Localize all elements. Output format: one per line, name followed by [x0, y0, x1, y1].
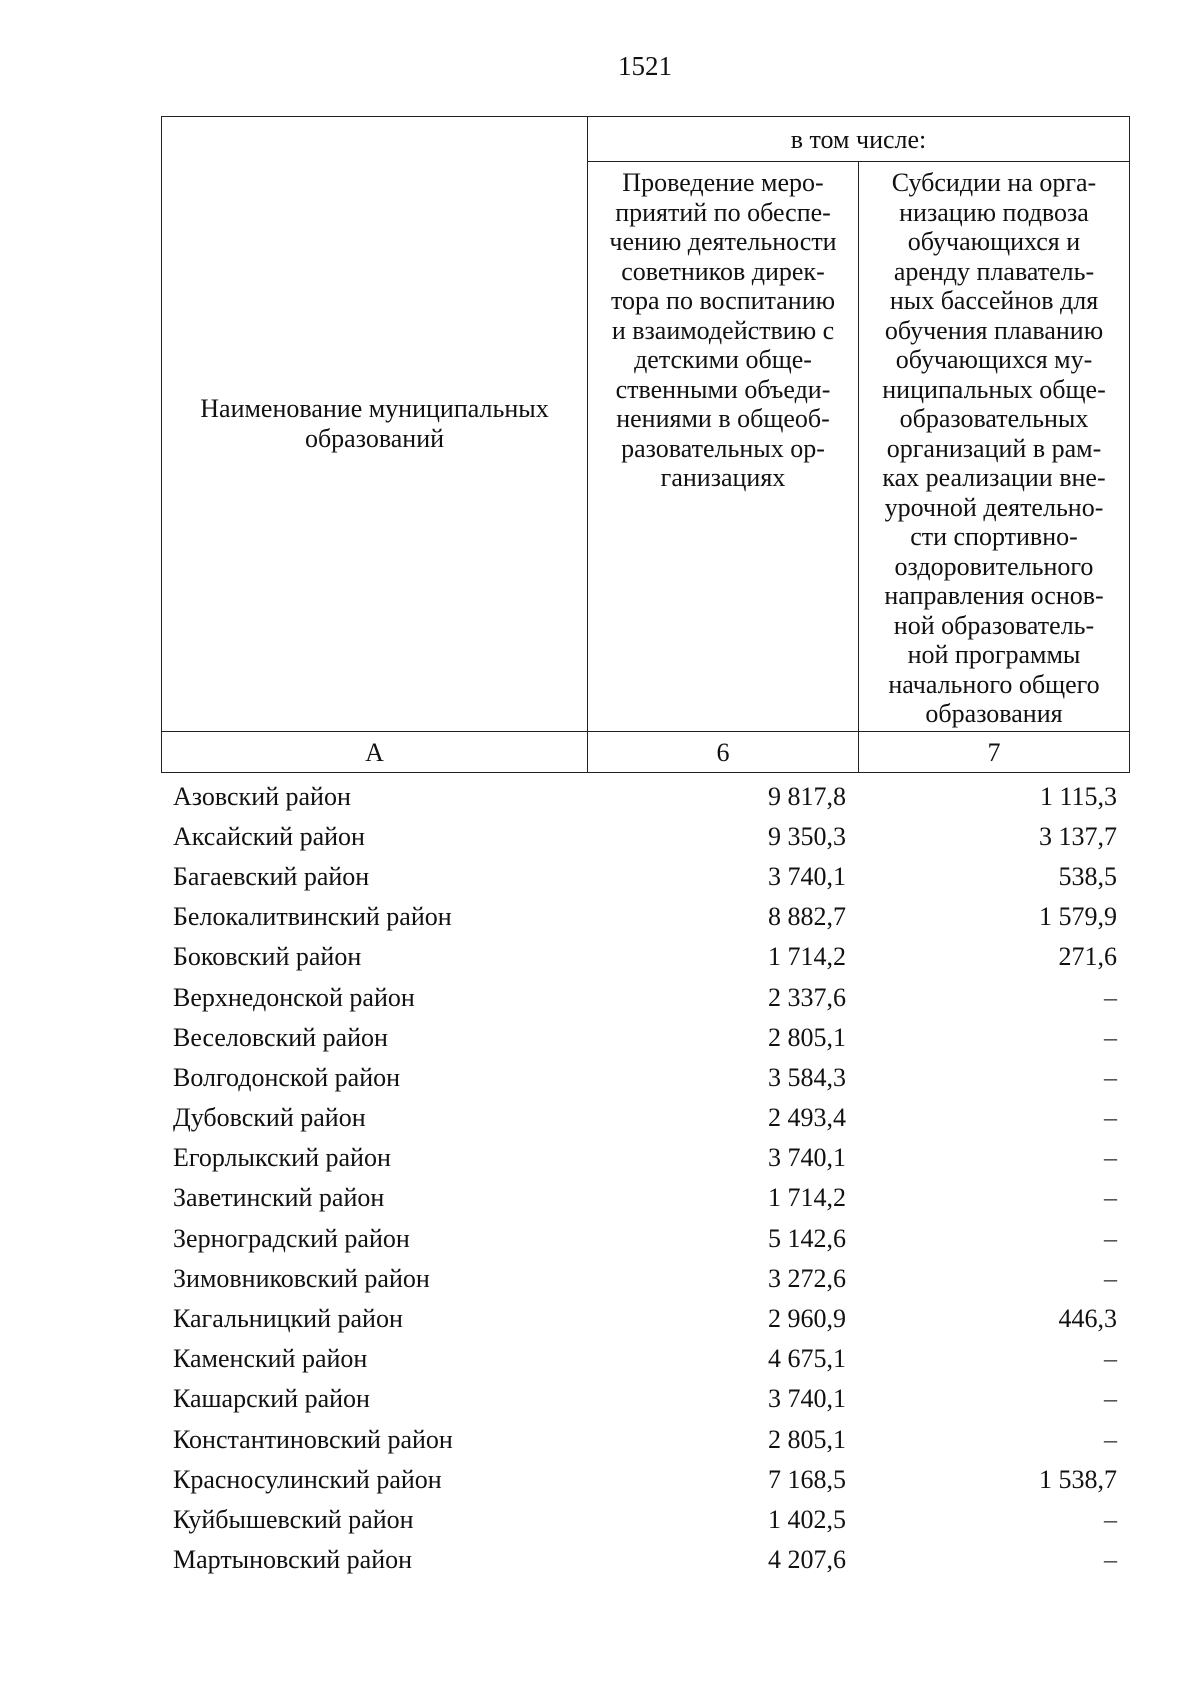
value-col6: 1 714,2: [768, 942, 846, 972]
value-col6: 4 675,1: [768, 1344, 846, 1374]
header-col7-line: обучающихся му-: [895, 345, 1093, 374]
header-col7-line: обучающихся и: [907, 227, 1081, 256]
table-row: [161, 857, 1129, 897]
municipality-name: Аксайский район: [173, 821, 365, 851]
municipality-name: Каменский район: [173, 1344, 368, 1374]
header-col7-line: образования: [925, 699, 1063, 728]
header-including: в том числе:: [588, 117, 1130, 162]
header-col7-line: направления основ-: [884, 581, 1104, 610]
header-col6-line: и взаимодействию с: [611, 315, 835, 345]
municipality-name: Константиновский район: [173, 1424, 453, 1454]
table-row: [161, 1339, 1129, 1379]
value-col6: 4 207,6: [768, 1545, 846, 1575]
value-col7: 446,3: [1058, 1304, 1117, 1334]
column-letter-a: А: [162, 731, 588, 772]
value-col6: 2 805,1: [768, 1424, 846, 1454]
value-col7: 1 579,9: [1039, 902, 1117, 932]
value-col7: –: [1104, 1344, 1117, 1374]
municipality-name: Куйбышевский район: [173, 1504, 414, 1534]
municipality-name: Зерноградский район: [173, 1223, 410, 1253]
municipality-name: Белокалитвинский район: [173, 902, 452, 932]
municipality-name: Кагальницкий район: [173, 1304, 403, 1334]
value-col7: –: [1104, 1424, 1117, 1454]
table-row: [161, 1540, 1129, 1580]
page-number: 1521: [618, 51, 672, 81]
value-col7: 3 137,7: [1039, 821, 1117, 851]
municipality-name: Кашарский район: [173, 1384, 370, 1414]
header-col7-line: ной образователь-: [893, 610, 1095, 640]
header-col7-line: низацию подвоза: [899, 197, 1089, 227]
table-row: [161, 1138, 1129, 1178]
table-row: [161, 897, 1129, 937]
value-col7: –: [1104, 1504, 1117, 1534]
value-col6: 9 817,8: [768, 781, 846, 811]
header-col7-line: организаций в рам-: [886, 433, 1102, 463]
header-col7-line: обучения плаванию: [884, 315, 1104, 345]
value-col7: 271,6: [1058, 942, 1117, 972]
value-col6: 1 402,5: [768, 1504, 846, 1534]
municipality-name: Егорлыкский район: [173, 1143, 391, 1173]
header-col7-line: начального общего: [888, 669, 1100, 699]
header-col6: [588, 162, 859, 732]
municipality-name: Азовский район: [173, 781, 351, 811]
header-col7: [859, 162, 1130, 732]
municipality-name: Багаевский район: [173, 861, 370, 891]
value-col7: –: [1104, 1022, 1117, 1052]
value-col7: 1 115,3: [1039, 781, 1117, 811]
value-col7: –: [1104, 1263, 1117, 1293]
header-col6-line: чению деятельности: [609, 227, 837, 256]
column-number-7: 7: [859, 731, 1130, 772]
value-col6: 5 142,6: [768, 1223, 846, 1253]
header-col6-line: разовательных ор-: [621, 433, 825, 463]
value-col7: –: [1104, 1103, 1117, 1133]
municipality-name: Веселовский район: [173, 1022, 388, 1052]
header-municipality-name: [162, 117, 588, 732]
header-col6-line: ственными объеди-: [615, 374, 831, 404]
header-col7-line: образовательных: [899, 404, 1089, 433]
municipality-name: Красносулинский район: [173, 1464, 442, 1494]
header-col7-line: ных бассейнов для: [889, 286, 1099, 315]
value-col6: 3 740,1: [768, 1384, 846, 1414]
header-col6-line: ганизациях: [660, 463, 786, 492]
column-number-6: 6: [588, 731, 859, 772]
header-name-line: Наименование муниципальных: [200, 394, 549, 424]
header-col7-line: аренду плаватель-: [893, 256, 1095, 286]
value-col7: 538,5: [1058, 861, 1117, 891]
municipality-name: Волгодонской район: [173, 1062, 401, 1092]
value-col6: 7 168,5: [768, 1464, 846, 1494]
value-col6: 8 882,7: [768, 902, 846, 932]
header-col7-line: сти спортивно-: [910, 522, 1078, 551]
table-header: [161, 116, 1130, 773]
table-row: [161, 1178, 1129, 1218]
municipality-name: Заветинский район: [173, 1183, 385, 1213]
value-col7: –: [1104, 982, 1117, 1012]
value-col6: 2 805,1: [768, 1022, 846, 1052]
header-col6-line: тора по воспитанию: [610, 286, 836, 315]
header-col7-line: ниципальных обще-: [882, 374, 1106, 404]
header-col6-line: советников дирек-: [621, 256, 825, 286]
value-col7: –: [1104, 1545, 1117, 1575]
table-row: [161, 1259, 1129, 1299]
value-col6: 3 740,1: [768, 861, 846, 891]
value-col6: 9 350,3: [768, 821, 846, 851]
header-col7-line: ной программы: [907, 640, 1081, 669]
value-col6: 2 493,4: [768, 1103, 846, 1133]
header-col7-line: Субсидии на орга-: [891, 168, 1097, 197]
table-row: [161, 1058, 1129, 1098]
header-col6-line: детскими обще-: [634, 345, 812, 374]
header-col6-line: нениями в общеоб-: [616, 404, 830, 433]
value-col6: 3 740,1: [768, 1143, 846, 1173]
municipality-name: Боковский район: [173, 942, 362, 972]
table-row: [161, 1500, 1129, 1540]
table-row: [161, 1460, 1129, 1500]
value-col6: 1 714,2: [768, 1183, 846, 1213]
value-col6: 3 272,6: [768, 1263, 846, 1293]
budget-table: [161, 116, 1129, 1580]
table-row: [161, 1098, 1129, 1138]
value-col6: 3 584,3: [768, 1062, 846, 1092]
value-col7: –: [1104, 1223, 1117, 1253]
table-row: [161, 937, 1129, 977]
table-row: [161, 777, 1129, 817]
header-col7-line: урочной деятельно-: [884, 492, 1104, 522]
value-col6: 2 337,6: [768, 982, 846, 1012]
value-col6: 2 960,9: [768, 1304, 846, 1334]
municipality-name: Дубовский район: [173, 1103, 366, 1133]
value-col7: –: [1104, 1143, 1117, 1173]
value-col7: 1 538,7: [1039, 1464, 1117, 1494]
table-row: [161, 1018, 1129, 1058]
table-body: [161, 777, 1129, 1581]
header-col6-line: Проведение меро-: [622, 168, 824, 197]
table-row: [161, 1219, 1129, 1259]
table-row: [161, 1379, 1129, 1419]
table-row: [161, 1299, 1129, 1339]
value-col7: –: [1104, 1062, 1117, 1092]
municipality-name: Верхнедонской район: [173, 982, 415, 1012]
header-col7-line: оздоровительного: [894, 551, 1094, 581]
value-col7: –: [1104, 1384, 1117, 1414]
table-row: [161, 1420, 1129, 1460]
header-name-line: образований: [304, 423, 445, 453]
municipality-name: Мартыновский район: [173, 1545, 413, 1575]
value-col7: –: [1104, 1183, 1117, 1213]
table-row: [161, 817, 1129, 857]
header-col7-line: ках реализации вне-: [882, 463, 1106, 492]
table-row: [161, 977, 1129, 1017]
header-col6-line: приятий по обеспе-: [615, 197, 831, 227]
municipality-name: Зимовниковский район: [173, 1263, 430, 1293]
